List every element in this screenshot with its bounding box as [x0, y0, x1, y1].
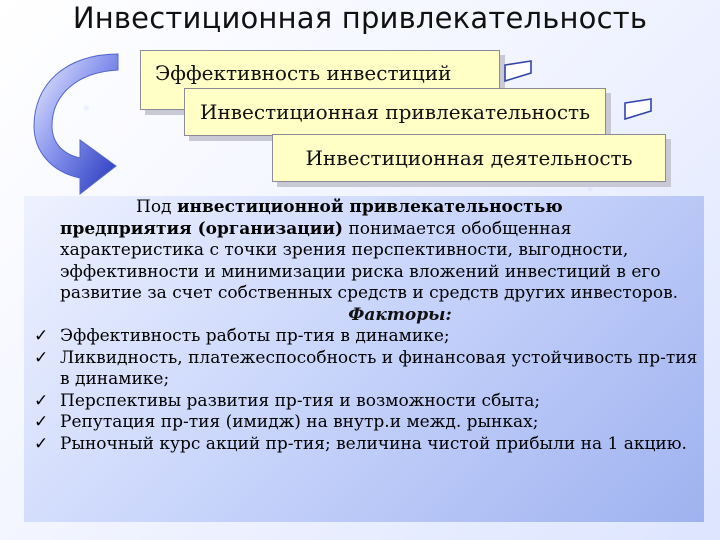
checkmark-icon: ✓ — [34, 390, 49, 411]
list-item — [34, 412, 700, 434]
curved-arrow-icon — [26, 48, 126, 198]
checkmark-icon: ✓ — [34, 412, 49, 432]
definition-text-block — [34, 197, 700, 455]
list-item-text: Рыночный курс акций пр-тия; величина чистой прибыли на 1 акцию. — [60, 433, 687, 454]
card-investment-activity — [272, 134, 666, 182]
factors-heading: Факторы: — [348, 304, 452, 325]
card-label: Инвестиционная деятельность — [305, 146, 633, 170]
flag-icon — [503, 59, 533, 85]
list-item — [34, 326, 700, 348]
checkmark-icon: ✓ — [34, 433, 49, 454]
list-item — [34, 347, 700, 391]
list-item-text: Перспективы развития пр-тия и возможности сбыта; — [60, 390, 541, 411]
definition-term: инвестиционной привлекательностью предприятия (организации) — [60, 197, 563, 239]
flag-icon — [623, 97, 653, 123]
list-item — [34, 433, 700, 456]
card-investment-attractiveness — [184, 88, 606, 136]
card-label: Эффективность инвестиций — [155, 61, 452, 85]
list-item-text: Ликвидность, платежеспособность и финансовая устойчивость пр-тия в динамике; — [60, 347, 698, 389]
checkmark-icon: ✓ — [34, 347, 49, 368]
definition-paragraph — [60, 197, 700, 305]
factors-list — [34, 326, 700, 455]
list-item-text: Репутация пр-тия (имидж) на внутр.и межд. рынках; — [60, 412, 539, 432]
slide-title: Инвестиционная привлекательность — [72, 1, 648, 35]
list-item — [34, 390, 700, 413]
definition-rest: понимается обобщенная характеристика с точки зрения перспективности, выгодности, эффективности и минимизации риска вложений инвестиций в его развитие за счет собственных средств и средств других инвесторов. — [60, 218, 679, 303]
card-label: Инвестиционная привлекательность — [200, 100, 590, 124]
definition-lead: Под — [136, 197, 177, 217]
checkmark-icon: ✓ — [34, 326, 49, 346]
list-item-text: Эффективность работы пр-тия в динамике; — [60, 326, 450, 346]
